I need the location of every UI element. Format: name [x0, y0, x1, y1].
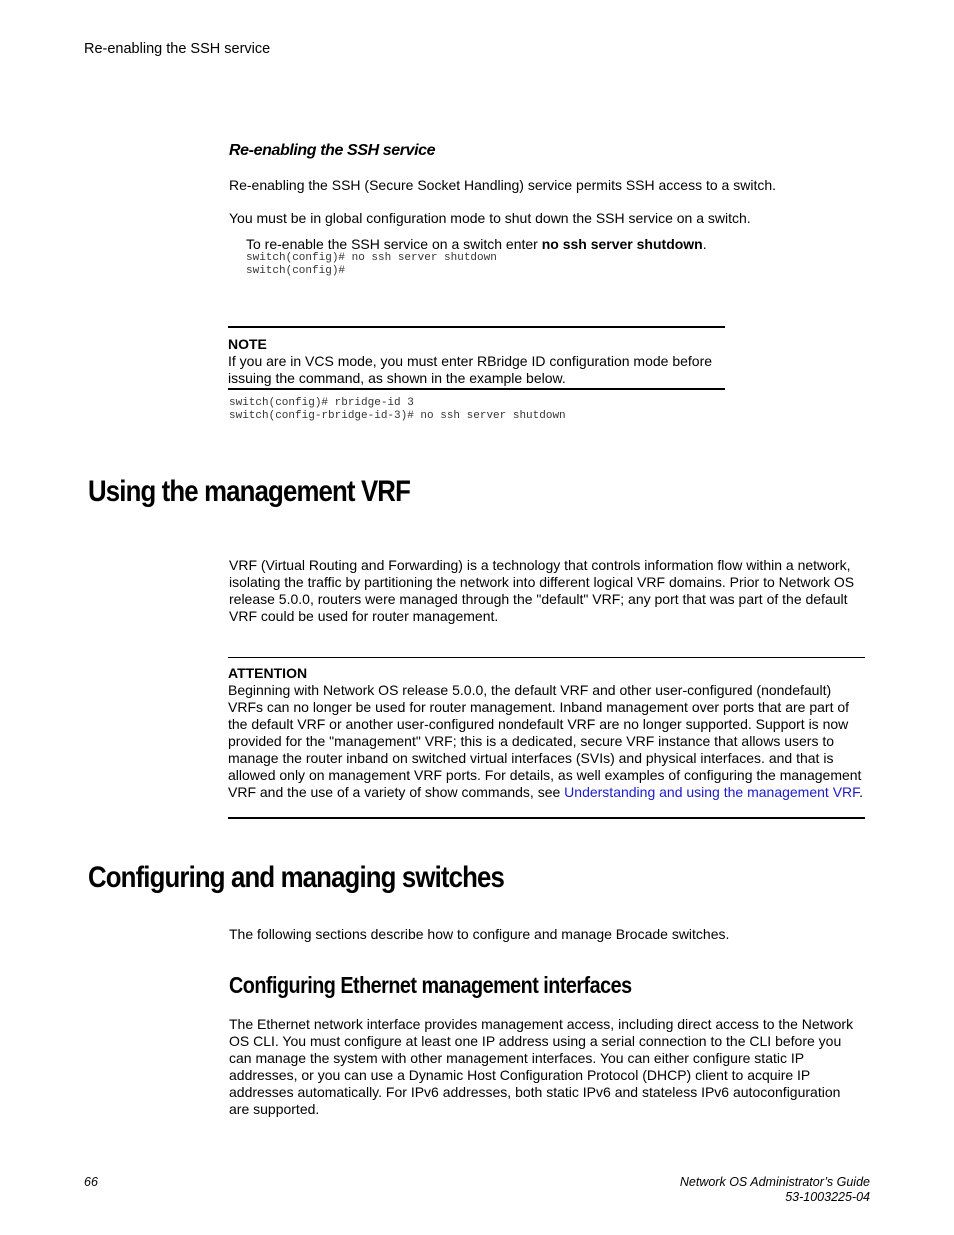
- ethernet-body: The Ethernet network interface provides management access, including direct access to the Network OS CLI. You must configure at least one IP address using a serial connection to the CLI before you can manage the system with other management interfaces. You can either configure static IP addresses, or you can use a Dynamic Host Configuration Protocol (DHCP) client to acquire IP addresses automatically. For IPv6 addresses, both static IPv6 and stateless IPv6 autoconfiguration are supported.: [229, 1016, 854, 1117]
- step-command: no ssh server shutdown: [541, 236, 703, 252]
- chapter-heading-switches: Configuring and managing switches: [88, 861, 504, 894]
- step-text: To re-enable the SSH service on a switch enter: [246, 236, 542, 252]
- step-suffix: .: [702, 236, 707, 252]
- running-header: Re-enabling the SSH service: [84, 41, 271, 57]
- ssh-intro: Re-enabling the SSH (Secure Socket Handling) service permits SSH access to a switch.: [229, 177, 777, 193]
- code-line: switch(config)#: [246, 265, 346, 277]
- attention-text: [228, 682, 865, 801]
- switches-intro: The following sections describe how to configure and manage Brocade switches.: [229, 926, 730, 942]
- chapter-heading-vrf: Using the management VRF: [88, 475, 410, 508]
- attention-top-rule: [228, 657, 865, 658]
- ssh-mode-note: You must be in global configuration mode to shut down the SSH service on a switch.: [229, 210, 751, 226]
- code-line: switch(config)# rbridge-id 3: [229, 397, 414, 409]
- note-text: If you are in VCS mode, you must enter RBridge ID configuration mode before issuing the command, as shown in the example below.: [228, 353, 713, 386]
- subheading-ethernet: Configuring Ethernet management interfaces: [229, 972, 632, 998]
- attention-end: .: [859, 784, 864, 800]
- ssh-step: [246, 236, 707, 253]
- code-line: switch(config)# no ssh server shutdown: [246, 252, 497, 264]
- code-line: switch(config-rbridge-id-3)# no ssh server shutdown: [229, 410, 566, 422]
- code-block-ssh: [246, 252, 497, 278]
- footer-doc-title: Network OS Administrator’s Guide: [679, 1175, 870, 1189]
- note-bottom-rule: [228, 388, 725, 390]
- vrf-reference-link[interactable]: Understanding and using the management VRF: [564, 784, 860, 800]
- page-number: 66: [84, 1175, 98, 1189]
- note-label: NOTE: [228, 336, 267, 352]
- attention-body: Beginning with Network OS release 5.0.0, the default VRF and other user-configured (nondefault) VRFs can no longer be used for router management. Inband management over ports that are part of the default VRF or another user-configured nondefault VRF are no longer supported. Support is now provided for the "management" VRF; this is a dedicated, secure VRF instance that allows users to manage the router inband on switched virtual interfaces (SVIs) and physical interfaces. and that is allowed only on management VRF ports. For details, as well examples of configuring the management VRF and the use of a variety of show commands, see: [228, 682, 862, 800]
- section-heading-ssh: Re-enabling the SSH service: [229, 142, 436, 159]
- footer-doc-number: 53-1003225-04: [785, 1190, 870, 1204]
- attention-label: ATTENTION: [228, 665, 308, 681]
- attention-bottom-rule: [228, 817, 865, 819]
- code-block-rbridge: [229, 397, 566, 423]
- note-top-rule: [228, 326, 725, 328]
- vrf-body: VRF (Virtual Routing and Forwarding) is a technology that controls information flow within a network, isolating the traffic by partitioning the network into different logical VRF domains. Prior to Network OS release 5.0.0, routers were managed through the "default" VRF; any port that was part of the default VRF could be used for router management.: [229, 557, 855, 624]
